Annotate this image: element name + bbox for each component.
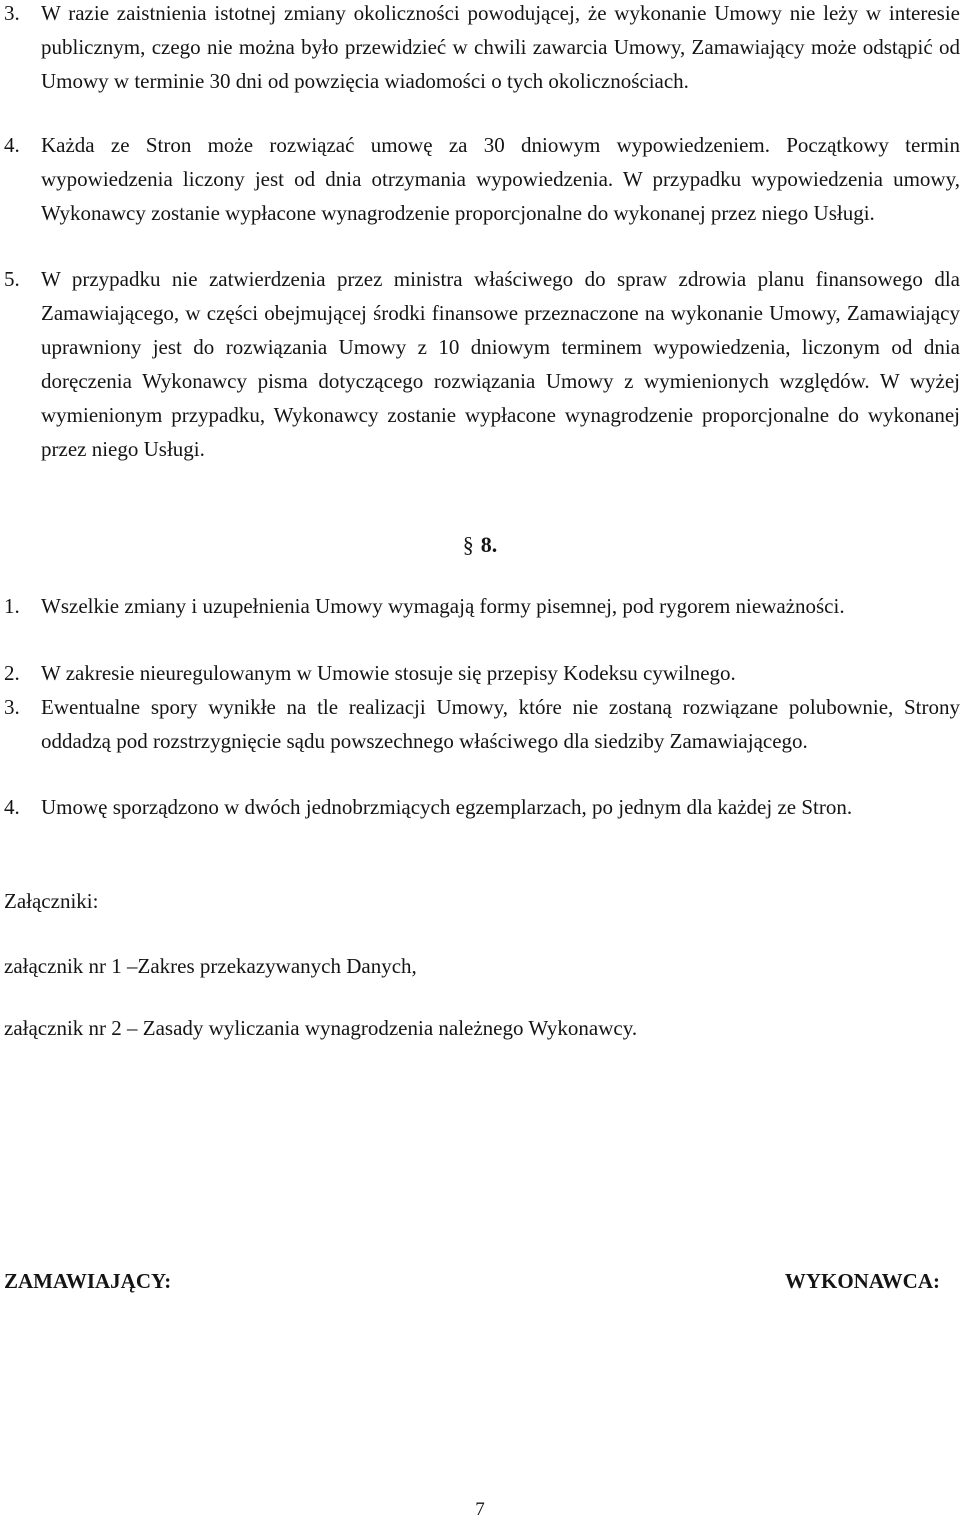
clause-number: 3. [4, 1, 20, 25]
clause-number: 1. [4, 594, 20, 618]
clause-text: Ewentualne spory wynikłe na tle realizacji Umowy, które nie zostaną rozwiązane polubownie, Strony oddadzą pod rozstrzygnięcie sądu powszechnego właściwego dla siedziby Zamawiającego. [41, 695, 960, 753]
paragraph-symbol: § [462, 532, 474, 557]
clause-number: 5. [4, 267, 20, 291]
clause-item [4, 656, 960, 690]
clause-item [4, 589, 960, 623]
attachment-item: załącznik nr 1 –Zakres przekazywanych Danych, [4, 954, 417, 978]
signature-right-label: WYKONAWCA: [784, 1269, 940, 1293]
clause-item [4, 128, 960, 230]
clause-text: Umowę sporządzono w dwóch jednobrzmiących egzemplarzach, po jednym dla każdej ze Stron. [41, 795, 853, 819]
clause-text: W przypadku nie zatwierdzenia przez ministra właściwego do spraw zdrowia planu finansowego dla Zamawiającego, w części obejmującej środki finansowe przeznaczone na wykonanie Umowy, Zamawiający uprawniony jest do rozwiązania Umowy z 10 dniowym terminem wypowiedzenia, liczonym od dnia doręczenia Wykonawcy pisma dotyczącego rozwiązania Umowy z wymienionych względów. W wyżej wymienionym przypadku, Wykonawcy zostanie wypłacone wynagrodzenie proporcjonalne do wykonanej przez niego Usługi. [41, 267, 960, 461]
clause-text: Wszelkie zmiany i uzupełnienia Umowy wymagają formy pisemnej, pod rygorem nieważności. [41, 594, 845, 618]
clause-number: 4. [4, 795, 20, 819]
clause-item [4, 690, 960, 758]
signature-left-label: ZAMAWIAJĄCY: [4, 1269, 172, 1293]
clause-item [4, 0, 960, 98]
section-heading [0, 530, 960, 560]
clause-text: W razie zaistnienia istotnej zmiany okoliczności powodującej, że wykonanie Umowy nie leży w interesie publicznym, czego nie można było przewidzieć w chwili zawarcia Umowy, Zamawiający może odstąpić od Umowy w terminie 30 dni od powzięcia wiadomości o tych okolicznościach. [41, 1, 960, 93]
clause-item [4, 790, 960, 824]
clause-number: 3. [4, 695, 20, 719]
attachment-item: załącznik nr 2 – Zasady wyliczania wynagrodzenia należnego Wykonawcy. [4, 1016, 638, 1040]
clause-text: W zakresie nieuregulowanym w Umowie stosuje się przepisy Kodeksu cywilnego. [41, 661, 736, 685]
attachments-heading: Załączniki: [4, 889, 99, 913]
section-number: 8. [480, 532, 498, 557]
page-number: 7 [475, 1499, 485, 1520]
clause-number: 4. [4, 133, 20, 157]
clause-number: 2. [4, 661, 20, 685]
clause-text: Każda ze Stron może rozwiązać umowę za 30 dniowym wypowiedzeniem. Początkowy termin wypowiedzenia liczony jest od dnia otrzymania wypowiedzenia. W przypadku wypowiedzenia umowy, Wykonawcy zostanie wypłacone wynagrodzenie proporcjonalne do wykonanej przez niego Usługi. [41, 133, 960, 225]
clause-item [4, 262, 960, 466]
